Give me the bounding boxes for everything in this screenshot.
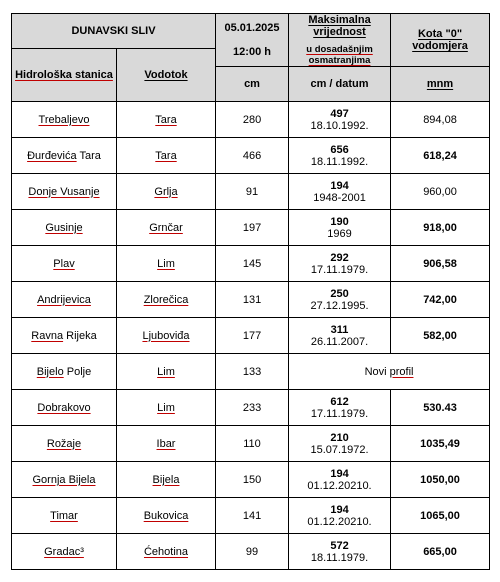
station-name: Gradac³ <box>12 534 117 570</box>
water-level: 280 <box>216 102 289 138</box>
hydrology-document <box>11 13 489 580</box>
kota-header <box>391 14 490 67</box>
kota-value: 1050,00 <box>391 462 490 498</box>
kota-value: 906,58 <box>391 246 490 282</box>
max-value-date: 1948-2001 <box>313 191 366 204</box>
kota-value: 582,00 <box>391 318 490 354</box>
water-level: 145 <box>216 246 289 282</box>
max-value <box>289 210 391 246</box>
max-value <box>289 534 391 570</box>
table-row <box>12 390 490 426</box>
max-value-date: 01.12.20210. <box>307 479 372 492</box>
kota-value: 530.43 <box>391 390 490 426</box>
table-row <box>12 534 490 570</box>
kota-title: Kota "0" vodomjera <box>412 28 468 52</box>
max-value <box>289 102 391 138</box>
water-level: 91 <box>216 174 289 210</box>
table-row <box>12 138 490 174</box>
max-value-number: 292 <box>330 251 349 264</box>
max-value <box>289 498 391 534</box>
max-value-number: 656 <box>330 143 349 156</box>
station-name: Andrijevica <box>12 282 117 318</box>
river-name: Lim <box>117 354 216 390</box>
max-value-number: 194 <box>330 503 349 516</box>
max-value-number: 497 <box>330 107 349 120</box>
river-name: Bukovica <box>117 498 216 534</box>
river-name: Tara <box>117 102 216 138</box>
water-level: 141 <box>216 498 289 534</box>
table-row <box>12 354 490 390</box>
max-value-number: 190 <box>330 215 349 228</box>
station-name: Gusinje <box>12 210 117 246</box>
table-row <box>12 246 490 282</box>
station-name: Gornja Bijela <box>12 462 117 498</box>
water-level: 110 <box>216 426 289 462</box>
max-value <box>289 390 391 426</box>
water-level: 99 <box>216 534 289 570</box>
max-value-date: 26.11.2007. <box>310 335 369 348</box>
table-row <box>12 210 490 246</box>
kota-value: 1065,00 <box>391 498 490 534</box>
station-column-header <box>12 49 117 102</box>
table-row <box>12 462 490 498</box>
station-name: Timar <box>12 498 117 534</box>
report-date: 05.01.2025 <box>224 22 280 34</box>
report-date-cell <box>216 14 289 67</box>
max-value-date: 17.11.1979. <box>310 263 369 276</box>
kota-value: 894,08 <box>391 102 490 138</box>
max-value-number: 572 <box>330 539 349 552</box>
max-value-title: Maksimalna vrijednost <box>308 14 371 38</box>
basin-title: DUNAVSKI SLIV <box>12 14 216 49</box>
station-name: Dobrakovo <box>12 390 117 426</box>
station-name: Plav <box>12 246 117 282</box>
river-name: Lim <box>117 246 216 282</box>
station-column-label: Hidrološka stanica <box>15 69 113 81</box>
report-time: 12:00 h <box>233 46 271 58</box>
max-value-date: 27.12.1995. <box>310 299 369 312</box>
max-value-number: 311 <box>330 323 349 336</box>
station-name: Trebaljevo <box>12 102 117 138</box>
merged-note: Novi profil <box>289 354 490 390</box>
river-name: Ćehotina <box>117 534 216 570</box>
max-value-date: 18.11.1979. <box>310 551 369 564</box>
water-level: 197 <box>216 210 289 246</box>
table-row <box>12 498 490 534</box>
kota-value: 1035,49 <box>391 426 490 462</box>
max-value-number: 210 <box>330 431 349 444</box>
max-value-date: 01.12.20210. <box>307 515 372 528</box>
max-value <box>289 246 391 282</box>
table-row <box>12 282 490 318</box>
river-name: Ljuboviđa <box>117 318 216 354</box>
max-value <box>289 282 391 318</box>
max-value-number: 194 <box>330 467 349 480</box>
station-name: Rožaje <box>12 426 117 462</box>
unit-max: cm / datum <box>289 67 391 102</box>
river-name: Grnčar <box>117 210 216 246</box>
water-level: 133 <box>216 354 289 390</box>
table-row <box>12 426 490 462</box>
max-value <box>289 462 391 498</box>
table-row <box>12 174 490 210</box>
station-name: Bijelo Polje <box>12 354 117 390</box>
kota-value: 618,24 <box>391 138 490 174</box>
max-value-date: 17.11.1979. <box>310 407 369 420</box>
table-row <box>12 318 490 354</box>
max-value-date: 15.07.1972. <box>310 443 369 456</box>
kota-value: 918,00 <box>391 210 490 246</box>
header-row-1 <box>12 14 490 49</box>
unit-kota: mnm <box>391 67 490 102</box>
kota-value: 960,00 <box>391 174 490 210</box>
water-level: 131 <box>216 282 289 318</box>
river-name: Tara <box>117 138 216 174</box>
water-level: 177 <box>216 318 289 354</box>
river-column-header <box>117 49 216 102</box>
river-column-label: Vodotok <box>144 69 188 81</box>
station-name: Donje Vusanje <box>12 174 117 210</box>
max-value <box>289 318 391 354</box>
max-value-subtitle: u dosadašnjim osmatranjima <box>306 44 373 66</box>
water-level-table <box>11 13 490 570</box>
max-value-date: 18.10.1992. <box>310 119 369 132</box>
water-level: 150 <box>216 462 289 498</box>
water-level: 233 <box>216 390 289 426</box>
water-level: 466 <box>216 138 289 174</box>
max-value-date: 18.11.1992. <box>310 155 369 168</box>
max-value-number: 250 <box>330 287 349 300</box>
river-name: Zlorečica <box>117 282 216 318</box>
kota-value: 665,00 <box>391 534 490 570</box>
unit-level: cm <box>216 67 289 102</box>
kota-value: 742,00 <box>391 282 490 318</box>
max-value-header <box>289 14 391 67</box>
river-name: Ibar <box>117 426 216 462</box>
max-value <box>289 174 391 210</box>
max-value <box>289 426 391 462</box>
river-name: Bijela <box>117 462 216 498</box>
max-value-date: 1969 <box>327 227 352 240</box>
table-row <box>12 102 490 138</box>
river-name: Grlja <box>117 174 216 210</box>
max-value-number: 194 <box>330 179 349 192</box>
station-name: Đurđevića Tara <box>12 138 117 174</box>
river-name: Lim <box>117 390 216 426</box>
max-value <box>289 138 391 174</box>
station-name: Ravna Rijeka <box>12 318 117 354</box>
max-value-number: 612 <box>330 395 349 408</box>
